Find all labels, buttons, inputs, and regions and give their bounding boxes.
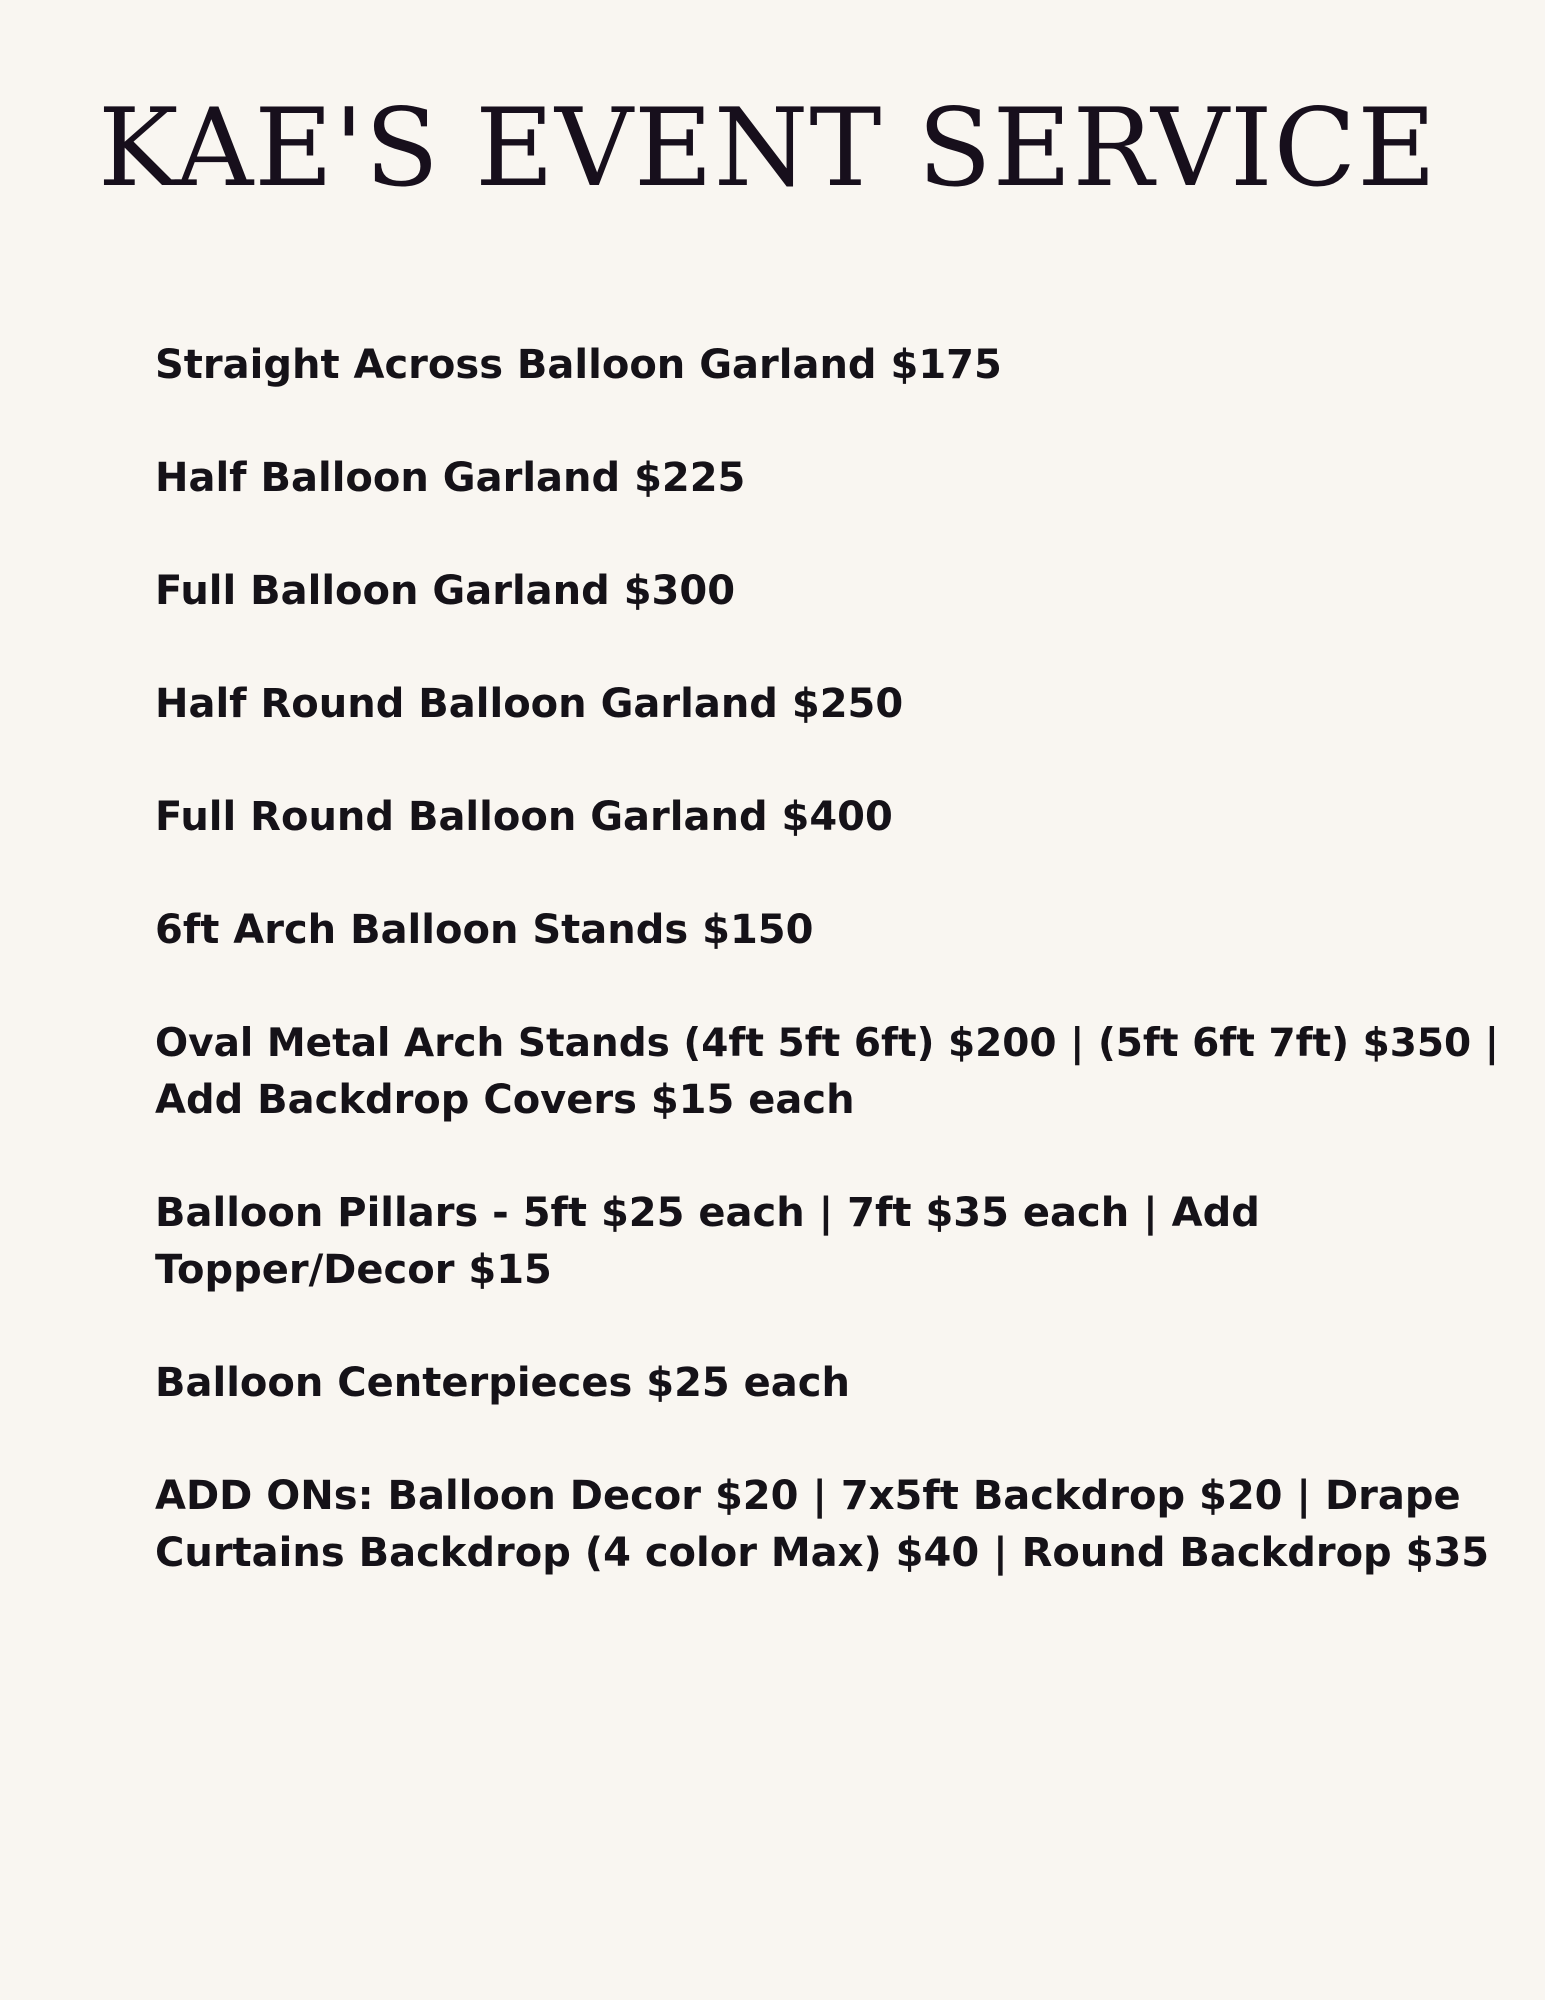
item-line: Topper/Decor $15: [155, 1247, 552, 1293]
item-line: Full Round Balloon Garland $400: [155, 794, 893, 840]
price-list-item: [155, 1015, 1499, 1129]
item-line: Oval Metal Arch Stands (4ft 5ft 6ft) $200 | (5ft 6ft 7ft) $350 |: [155, 1021, 1499, 1066]
item-line: Curtains Backdrop (4 color Max) $40 | Round Backdrop $35: [155, 1530, 1490, 1576]
price-list-item: [155, 789, 1495, 846]
page-title: KAE'S EVENT SERVICE: [98, 86, 1438, 211]
price-list-item: [155, 337, 1495, 394]
price-list-item: [155, 676, 1495, 733]
price-list-item: [155, 450, 1495, 507]
item-line: Balloon Pillars - 5ft $25 each | 7ft $35 each | Add: [155, 1190, 1260, 1236]
item-line: Balloon Centerpieces $25 each: [155, 1360, 850, 1406]
item-line: Half Round Balloon Garland $250: [155, 681, 904, 727]
item-line: ADD ONs: Balloon Decor $20 | 7x5ft Backdrop $20 | Drape: [155, 1473, 1461, 1519]
price-list-item: [155, 902, 1495, 959]
item-line: Add Backdrop Covers $15 each: [155, 1077, 855, 1123]
item-line: Half Balloon Garland $225: [155, 455, 746, 501]
item-line: 6ft Arch Balloon Stands $150: [155, 907, 814, 953]
item-line: Full Balloon Garland $300: [155, 568, 736, 614]
price-list: [155, 337, 1499, 1582]
price-list-item: [155, 1468, 1495, 1582]
price-list-item: [155, 1355, 1495, 1412]
item-line: Straight Across Balloon Garland $175: [155, 342, 1002, 388]
price-list-item: [155, 563, 1495, 620]
price-list-item: [155, 1185, 1495, 1299]
